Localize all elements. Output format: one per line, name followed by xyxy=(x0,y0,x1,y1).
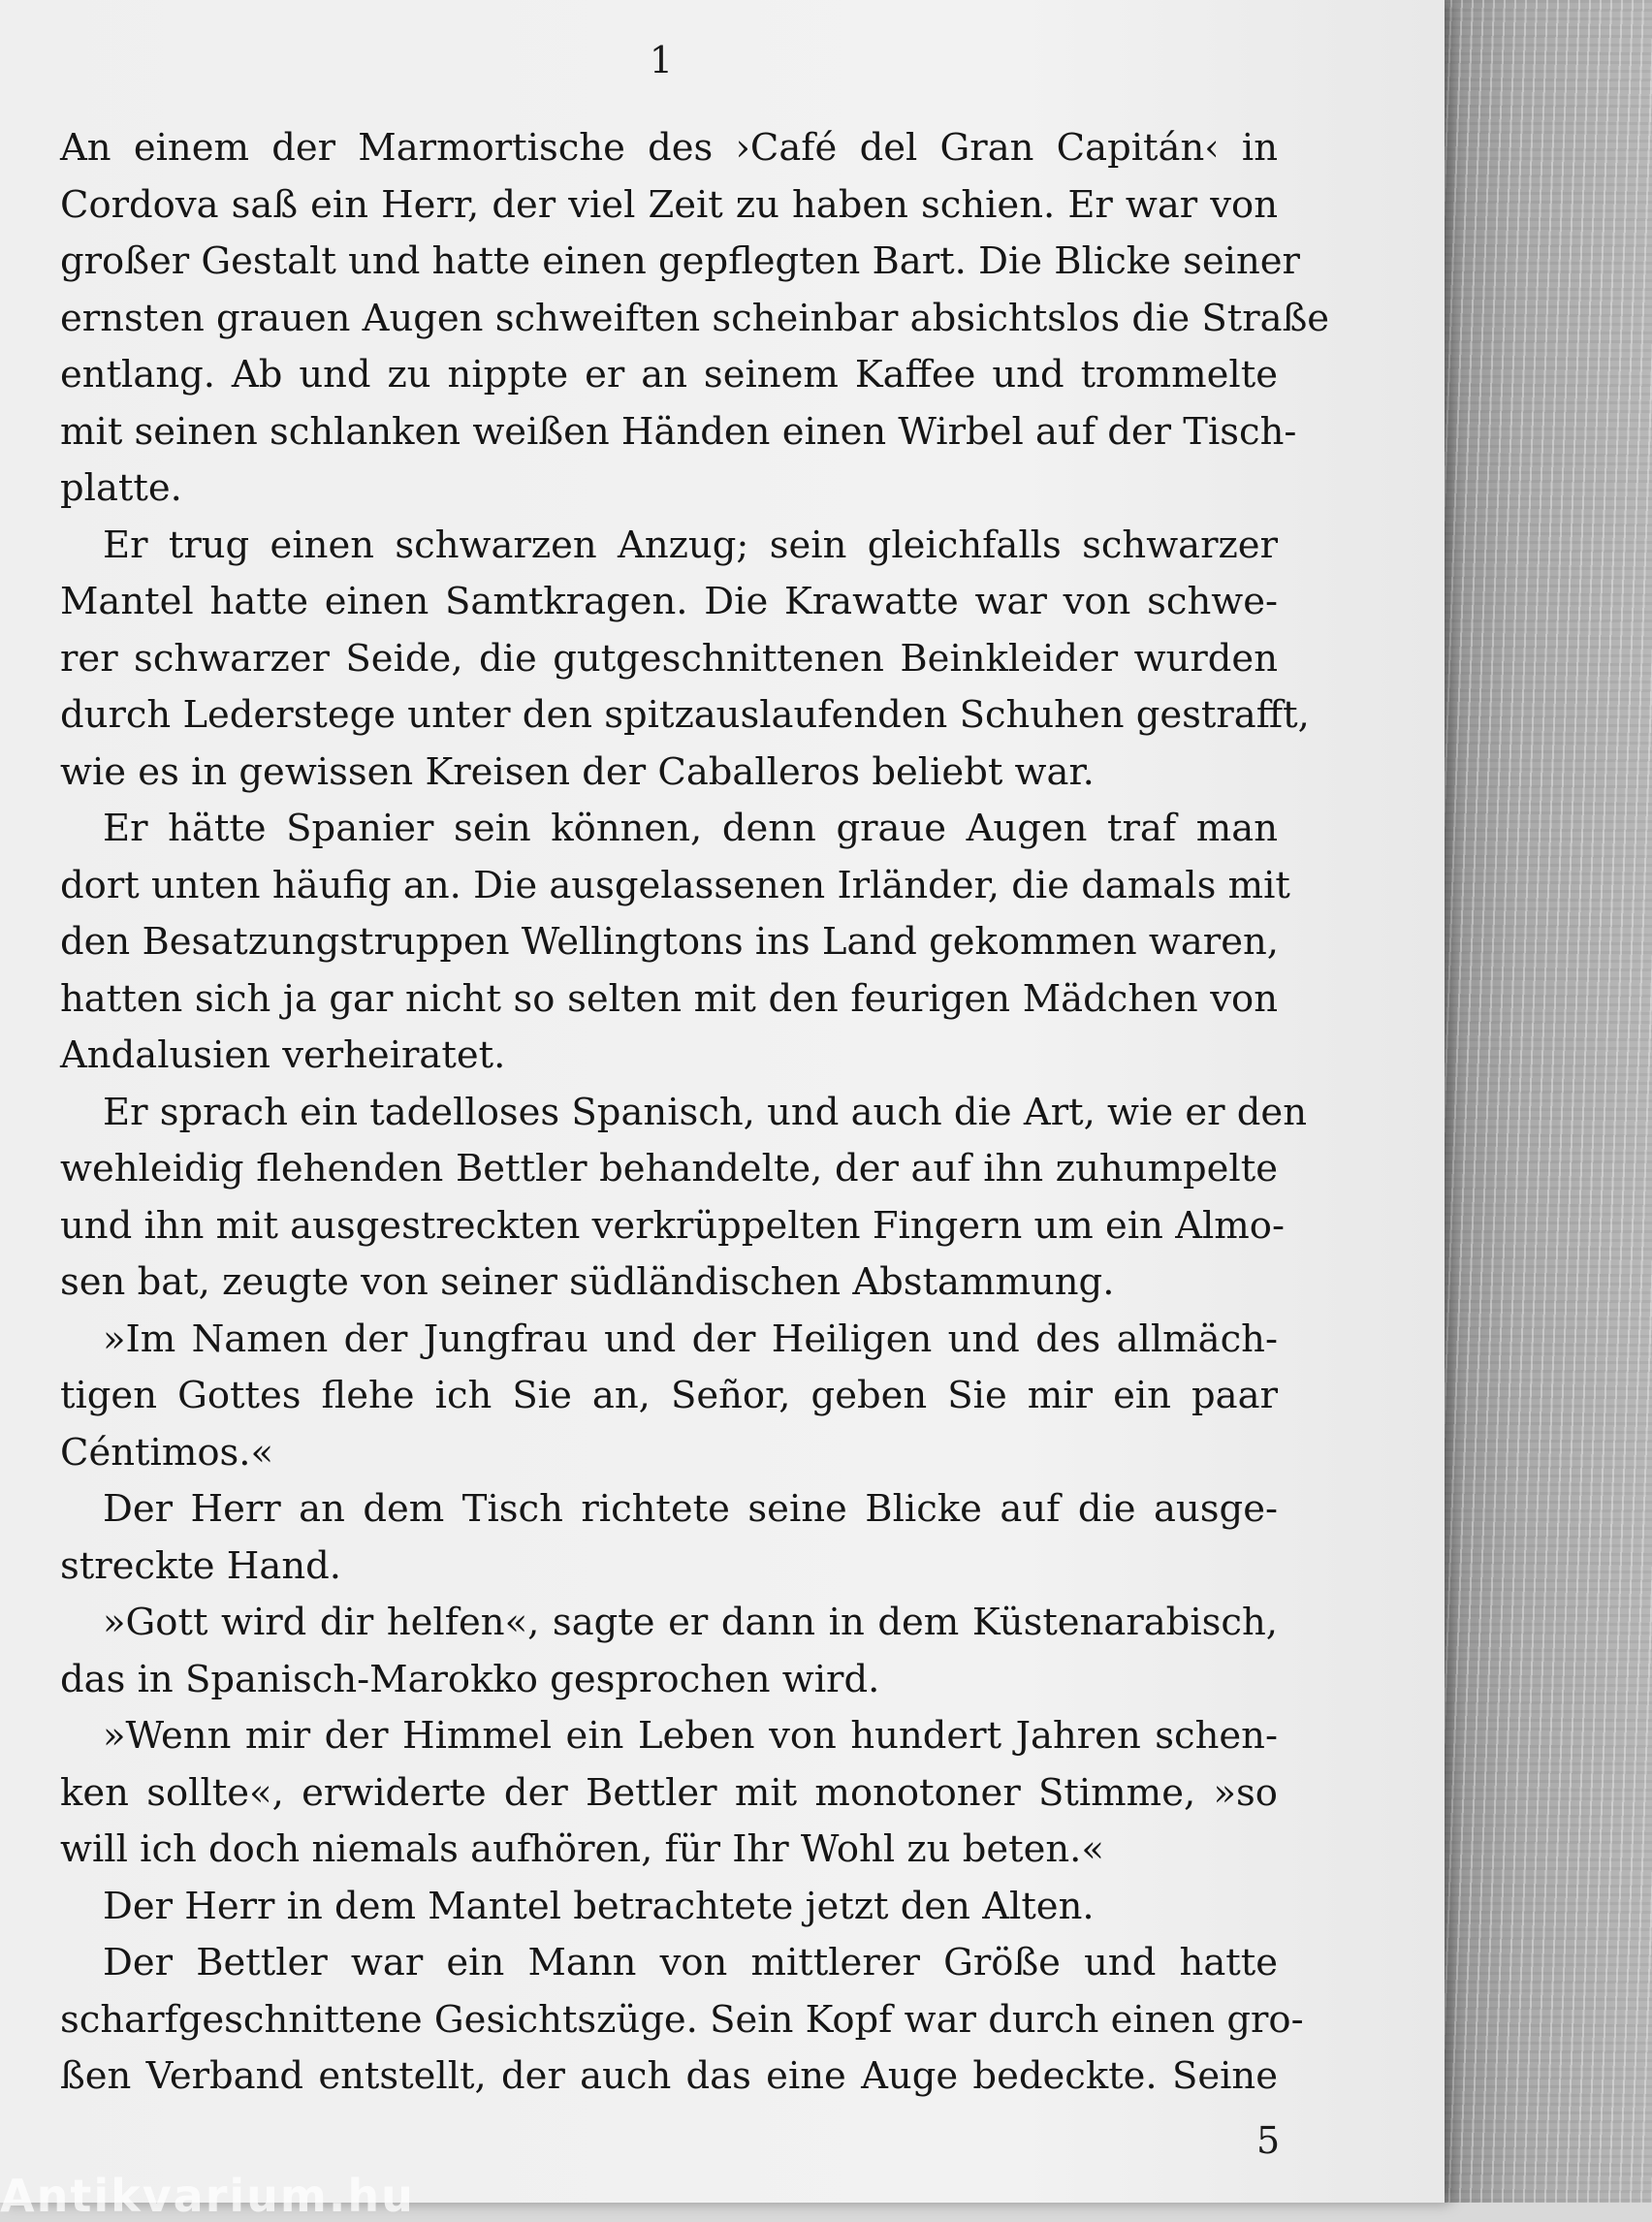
text-line: »Im Namen der Jungfrau und der Heiligen und des allmäch- xyxy=(103,1317,1278,1361)
text-line: großer Gestalt und hatte einen gepflegten Bart. Die Blicke seiner xyxy=(60,239,1300,283)
paragraph xyxy=(60,120,1330,518)
text-line: will ich doch niemals aufhören, für Ihr Wohl zu beten.« xyxy=(60,1827,1104,1871)
text-line: hatten sich ja gar nicht so selten mit den feurigen Mädchen von xyxy=(60,976,1278,1021)
text-line: ken sollte«, erwiderte der Bettler mit monotoner Stimme, »so xyxy=(60,1770,1278,1815)
text-line: platte. xyxy=(60,466,182,510)
text-line: entlang. Ab und zu nippte er an seinem Kaffee und trommelte xyxy=(60,353,1278,397)
paragraph xyxy=(60,518,1310,802)
text-line: Mantel hatte einen Samtkragen. Die Krawatte war von schwe- xyxy=(60,580,1278,623)
text-line: Der Herr in dem Mantel betrachtete jetzt den Alten. xyxy=(103,1884,1095,1928)
text-line: streckte Hand. xyxy=(60,1543,342,1588)
text-line: durch Lederstege unter den spitzauslaufenden Schuhen gestrafft, xyxy=(60,693,1310,737)
text-line: Cordova saß ein Herr, der viel Zeit zu haben schien. Er war von xyxy=(60,182,1278,227)
paragraph xyxy=(60,1708,1278,1879)
body-text xyxy=(60,120,1330,2106)
text-line: wie es in gewissen Kreisen der Caballeros beliebt war. xyxy=(60,749,1095,794)
text-line: das in Spanisch-Marokko gesprochen wird. xyxy=(60,1657,880,1701)
paragraph xyxy=(60,1312,1278,1482)
text-line: wehleidig flehenden Bettler behandelte, der auf ihn zuhumpelte xyxy=(60,1147,1278,1190)
page-number: 5 xyxy=(1256,2119,1281,2162)
text-line: dort unten häufig an. Die ausgelassenen Irländer, die damals mit xyxy=(60,863,1290,907)
text-line: Céntimos.« xyxy=(60,1430,274,1475)
text-line: mit seinen schlanken weißen Händen einen Wirbel auf der Tisch- xyxy=(60,409,1297,454)
text-line: Der Bettler war ein Mann von mittlerer Größe und hatte xyxy=(103,1941,1278,1984)
text-line: »Wenn mir der Himmel ein Leben von hundert Jahren schen- xyxy=(103,1714,1278,1758)
book-cover-background xyxy=(1429,0,1652,2203)
text-line: sen bat, zeugte von seiner südländischen Abstammung. xyxy=(60,1260,1115,1304)
chapter-number: 1 xyxy=(649,39,674,81)
text-line: den Besatzungstruppen Wellingtons ins Land gekommen waren, xyxy=(60,920,1280,964)
paragraph xyxy=(60,1879,1278,1936)
text-line: Andalusien verheiratet. xyxy=(60,1033,506,1077)
text-line: An einem der Marmortische des ›Café del Gran Capitán‹ in xyxy=(60,126,1278,170)
text-line: »Gott wird dir helfen«, sagte er dann in dem Küstenarabisch, xyxy=(103,1601,1278,1644)
paragraph xyxy=(60,801,1290,1085)
watermark: Antikvarium.hu xyxy=(0,2170,415,2222)
text-line: ßen Verband entstellt, der auch das eine Auge bedeckte. Seine xyxy=(60,2054,1278,2098)
paragraph xyxy=(60,1595,1278,1708)
paragraph xyxy=(60,1935,1304,2106)
text-line: rer schwarzer Seide, die gutgeschnittenen Beinkleider wurden xyxy=(60,636,1278,681)
text-line: und ihn mit ausgestreckten verkrüppelten Fingern um ein Almo- xyxy=(60,1203,1285,1248)
paragraph xyxy=(60,1085,1308,1312)
text-line: tigen Gottes flehe ich Sie an, Señor, geben Sie mir ein paar xyxy=(60,1374,1278,1417)
text-line: scharfgeschnittene Gesichtszüge. Sein Kopf war durch einen gro- xyxy=(60,1997,1304,2042)
paragraph xyxy=(60,1481,1278,1595)
text-line: Er trug einen schwarzen Anzug; sein gleichfalls schwarzer xyxy=(103,523,1278,567)
text-line: Er sprach ein tadelloses Spanisch, und auch die Art, wie er den xyxy=(103,1090,1308,1134)
text-line: Der Herr an dem Tisch richtete seine Blicke auf die ausge- xyxy=(103,1487,1278,1531)
text-line: ernsten grauen Augen schweiften scheinbar absichtslos die Straße xyxy=(60,296,1330,340)
text-line: Er hätte Spanier sein können, denn graue Augen traf man xyxy=(103,807,1278,850)
